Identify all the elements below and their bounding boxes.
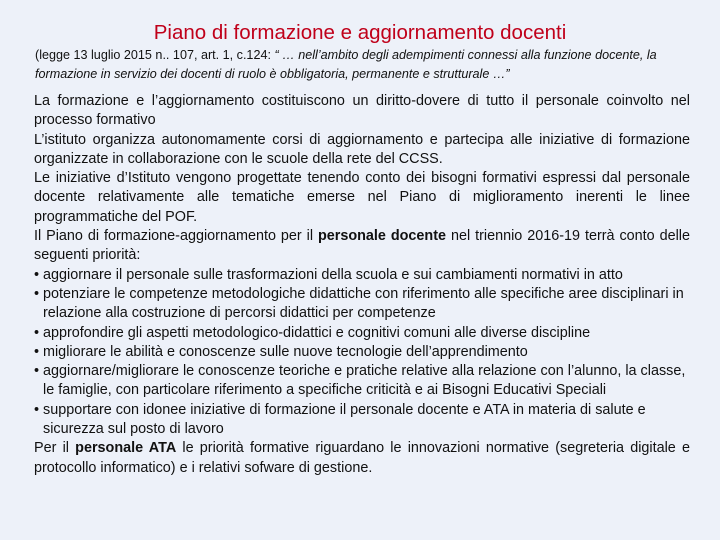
- list-item-text: approfondire gli aspetti metodologico-didattici e cognitivi comuni alle diverse discipline: [43, 324, 591, 341]
- teacher-plan-bold: personale docente: [317, 228, 447, 245]
- priority-list: [34, 266, 690, 440]
- bullet-icon: •: [34, 343, 40, 360]
- paragraph-teacher-plan: [34, 227, 690, 266]
- list-item: [34, 343, 690, 362]
- list-item-text: migliorare le abilità e conoscenze sulle nuove tecnologie dell’apprendimento: [43, 343, 528, 360]
- slide-title: Piano di formazione e aggiornamento docenti: [153, 21, 567, 44]
- list-item: [34, 401, 690, 440]
- paragraph-rights: La formazione e l’aggiornamento costituiscono un diritto-dovere di tutto il personale coinvolto nel processo formativo: [34, 93, 690, 129]
- bullet-icon: •: [34, 401, 40, 418]
- law-quote: “ … nell’ambito degli adempimenti connessi alla funzione docente, la formazione in servizio dei docenti di ruolo è obbligatoria, permanente e strutturale …”: [35, 48, 657, 81]
- paragraph-courses: L’istituto organizza autonomamente corsi di aggiornamento e partecipa alle iniziative di formazione organizzate in collaborazione con le scuole della rete del CCSS.: [34, 131, 690, 167]
- bullet-icon: •: [34, 266, 40, 283]
- list-item-text: supportare con idonee iniziative di formazione il personale docente e ATA in materia di salute e sicurezza sul posto di lavoro: [43, 401, 646, 438]
- list-item: [34, 266, 690, 285]
- list-item: [34, 285, 690, 324]
- teacher-plan-pre: Il Piano di formazione-aggiornamento per il: [34, 228, 318, 245]
- list-item-text: potenziare le competenze metodologiche didattiche con riferimento alle specifiche aree disciplinari in relazione alla costruzione di percorsi didattici per competenze: [43, 285, 684, 322]
- list-item: [34, 362, 690, 401]
- list-item-text: aggiornare il personale sulle trasformazioni della scuola e sui cambiamenti normativi in atto: [43, 266, 623, 283]
- ata-bold: personale ATA: [75, 440, 177, 457]
- paragraph-initiatives: Le iniziative d’Istituto vengono progettate tenendo conto dei bisogni formativi espressi dal personale docente relativamente alle tematiche emerse nel Piano di miglioramento inerenti le linee programmatiche del POF.: [34, 170, 690, 225]
- list-item: [34, 324, 690, 343]
- bullet-icon: •: [34, 363, 40, 380]
- law-citation: [35, 46, 690, 83]
- ata-post: le priorità formative riguardano le innovazioni normative (segreteria digitale e protocollo informatico) e i relativi sofware di gestione.: [34, 440, 690, 476]
- paragraph-ata: [34, 439, 690, 478]
- bullet-icon: •: [34, 324, 40, 341]
- teacher-plan-post: nel triennio 2016-19 terrà conto delle seguenti priorità:: [34, 228, 690, 264]
- ata-pre: Per il: [34, 440, 76, 457]
- bullet-icon: •: [34, 285, 40, 302]
- list-item-text: aggiornare/migliorare le conoscenze teoriche e pratiche relative alla relazione con l’alunno, la classe, le famiglie, con particolare riferimento a specifiche criticità e ai Bisogni Educativi Speciali: [43, 363, 686, 399]
- law-reference: (legge 13 luglio 2015 n.. 107, art. 1, c.124:: [35, 48, 271, 62]
- slide-body: [34, 92, 690, 478]
